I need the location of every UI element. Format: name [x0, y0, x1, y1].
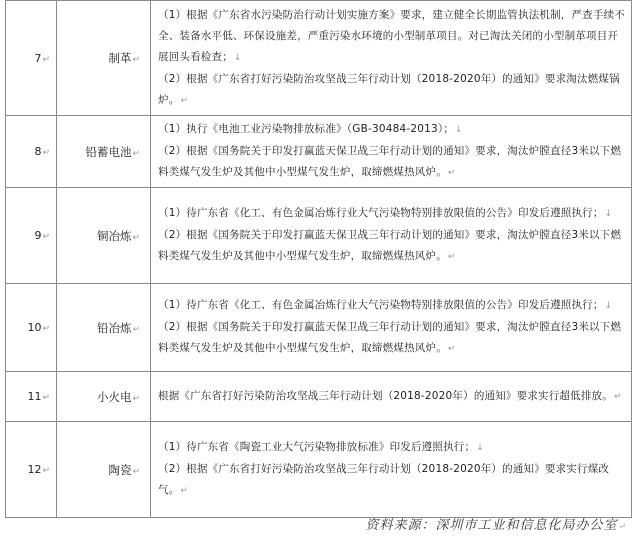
paragraph-mark-icon: ↵: [447, 344, 456, 354]
paragraph-mark-icon: ↵: [42, 54, 50, 65]
paragraph-mark-icon: ↵: [180, 95, 189, 106]
paragraph-mark-icon: ↵: [132, 55, 140, 65]
industry-cell: 铅冶炼↵: [57, 284, 151, 372]
paragraph-mark-icon: ↵: [618, 522, 627, 532]
table-row: [6, 1, 632, 116]
line-break-mark-icon: ↓: [233, 52, 242, 63]
table-row: [6, 116, 632, 188]
requirement-item: （2）根据《国务院关于印发打赢蓝天保卫战三年行动计划的通知》要求，淘汰炉膛直径3米以下燃料类煤气发生炉及其他中小型煤气发生炉，取缔燃煤热风炉。↵: [158, 229, 622, 262]
paragraph-mark-icon: ↵: [180, 486, 189, 496]
paragraph-mark-icon: ↵: [42, 232, 50, 242]
requirement-cell: [151, 372, 632, 422]
table-row: [6, 372, 632, 422]
requirement-item: （1）待广东省《化工、有色金属冶炼行业大气污染物特别排放限值的公告》印发后遵照执行；↓: [158, 299, 613, 311]
table-row: [6, 188, 632, 284]
paragraph-mark-icon: ↵: [613, 391, 622, 402]
paragraph-mark-icon: ↵: [132, 466, 140, 477]
row-number-cell: 12↵: [6, 422, 57, 518]
industry-cell: 陶瓷↵: [57, 422, 151, 518]
table-row: [6, 284, 632, 372]
row-number-cell: 8↵: [6, 116, 57, 188]
industry-cell: 铜冶炼↵: [57, 188, 151, 284]
requirement-item: （1）执行《电池工业污染物排放标准》（GB-30484-2013）；↓: [158, 123, 463, 135]
paragraph-mark-icon: ↵: [42, 393, 50, 403]
paragraph-mark-icon: ↵: [42, 148, 50, 158]
line-break-mark-icon: ↓: [604, 209, 613, 219]
table-row: [6, 422, 632, 518]
row-number-cell: 10↵: [6, 284, 57, 372]
industry-cell: 铅蓄电池↵: [57, 116, 151, 188]
requirement-cell: [151, 188, 632, 284]
requirement-item: （1）待广东省《陶瓷工业大气污染物排放标准》印发后遵照执行；↓: [158, 441, 484, 453]
line-break-mark-icon: ↓: [604, 301, 613, 311]
paragraph-mark-icon: ↵: [447, 168, 456, 178]
requirement-item: （1）根据《广东省水污染防治行动计划实施方案》要求，建立健全长期监管执法机制，严查手续不全、装备水平低、环保设施差，严重污染水环境的小型制革项目。对已淘汰关闭的小型制革项目开展回头看检查；↓: [158, 8, 625, 63]
requirement-item: （2）根据《国务院关于印发打赢蓝天保卫战三年行动计划的通知》要求，淘汰炉膛直径3米以下燃料类煤气发生炉及其他中小型煤气发生炉，取缔燃煤热风炉。↵: [158, 145, 622, 178]
industry-cell: 制革↵: [57, 1, 151, 116]
requirement-cell: [151, 422, 632, 518]
paragraph-mark-icon: ↵: [132, 393, 140, 404]
source-caption: 资料来源：深圳市工业和信息化局办公室↵: [365, 518, 627, 533]
industry-cell: 小火电↵: [57, 372, 151, 422]
requirement-item: （2）根据《国务院关于印发打赢蓝天保卫战三年行动计划的通知》要求，淘汰炉膛直径3米以下燃料类煤气发生炉及其他中小型煤气发生炉，取缔燃煤热风炉。↵: [158, 321, 622, 354]
paragraph-mark-icon: ↵: [132, 324, 140, 335]
row-number-cell: 11↵: [6, 372, 57, 422]
line-break-mark-icon: ↓: [455, 125, 463, 135]
requirement-item: 根据《广东省打好污染防治攻坚战三年行动计划（2018-2020年）的通知》要求实行超低排放。↵: [158, 389, 622, 402]
paragraph-mark-icon: ↵: [42, 466, 50, 476]
requirement-item: （2）根据《广东省打好污染防治攻坚战三年行动计划（2018-2020年）的通知》要求淘汰燃煤锅炉。↵: [158, 72, 620, 106]
requirement-item: （2）根据《广东省打好污染防治攻坚战三年行动计划（2018-2020年）的通知》要求实行煤改气。↵: [158, 463, 610, 496]
line-break-mark-icon: ↓: [476, 443, 484, 453]
row-number-cell: 9↵: [6, 188, 57, 284]
paragraph-mark-icon: ↵: [132, 148, 140, 159]
policy-table: [5, 0, 632, 518]
requirement-cell: [151, 284, 632, 372]
requirement-cell: [151, 116, 632, 188]
paragraph-mark-icon: ↵: [132, 232, 140, 243]
row-number-cell: 7↵: [6, 1, 57, 116]
requirement-item: （1）待广东省《化工、有色金属冶炼行业大气污染物特别排放限值的公告》印发后遵照执行；↓: [158, 207, 613, 219]
requirement-cell: [151, 1, 632, 116]
paragraph-mark-icon: ↵: [447, 252, 456, 262]
paragraph-mark-icon: ↵: [42, 324, 50, 334]
